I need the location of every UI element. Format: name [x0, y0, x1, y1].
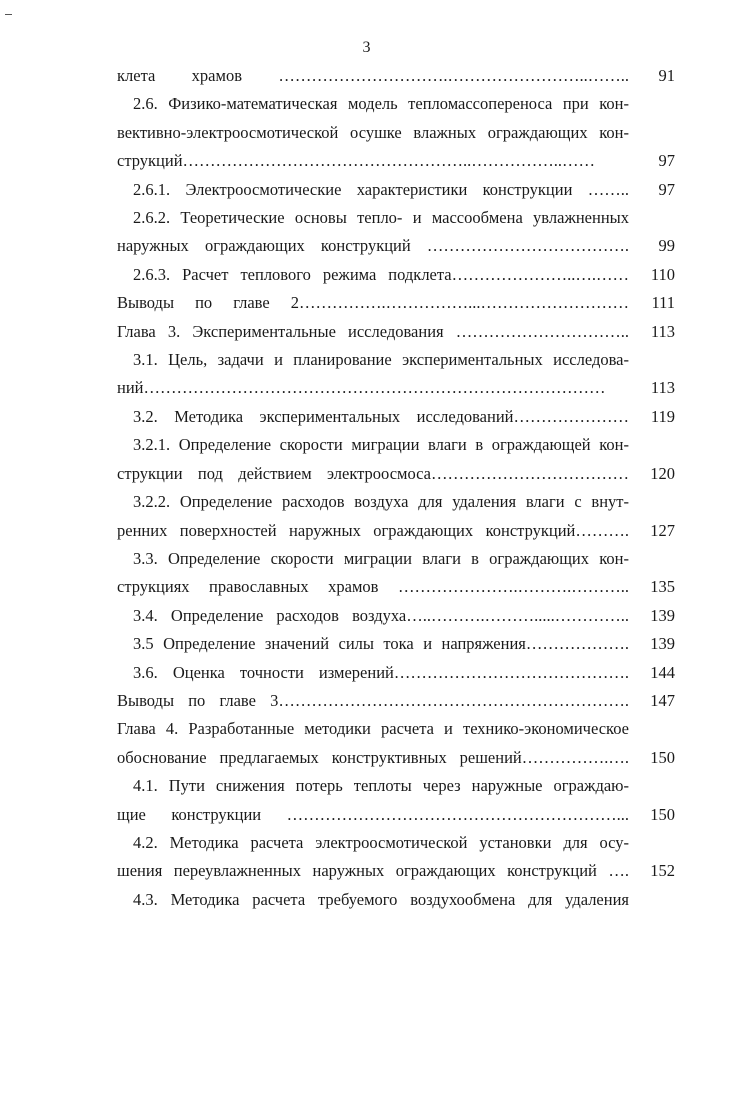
toc-entry-page: 110	[650, 264, 675, 284]
toc-entry-line: ренних поверхностей наружных ограждающих конструкций……….	[117, 520, 629, 540]
toc-entry-title	[117, 431, 629, 488]
toc-entry-line: 3.2. Методика экспериментальных исследований…………………	[133, 406, 629, 426]
toc-entry	[117, 204, 675, 261]
toc-entry-title	[117, 403, 629, 431]
toc-entry	[117, 431, 675, 488]
toc-entry-line: вективно-электроосмотической осушке влажных ограждающих кон-	[117, 122, 629, 142]
toc-entry	[117, 261, 675, 289]
toc-entry-title	[117, 715, 629, 772]
toc-entry-title	[117, 261, 629, 289]
toc-entry	[117, 90, 675, 175]
toc-entry-page: 91	[658, 66, 675, 85]
page-number: 3	[362, 39, 371, 56]
toc-entry-line: щие конструкции ……………………………………………………...	[117, 804, 629, 824]
toc-entry	[117, 176, 675, 204]
toc-entry-page: 97	[658, 179, 675, 199]
toc-entry-line: 3.2.1. Определение скорости миграции влаги в ограждающей кон-	[133, 435, 629, 455]
toc-entry-page: 147	[650, 690, 675, 710]
toc-entry-page: 150	[650, 747, 675, 767]
toc-entry-line: 3.2.2. Определение расходов воздуха для удаления влаги с внут-	[133, 492, 629, 512]
toc-entry-page: 152	[650, 861, 675, 881]
toc-entry-title	[117, 545, 629, 602]
toc-entry-line: струкций……………………………………………..……………..……	[117, 151, 596, 171]
toc-entry-page: 127	[650, 520, 675, 540]
toc-entry-page: 97	[658, 151, 675, 171]
toc-entry	[117, 318, 675, 346]
toc-entry-title	[117, 886, 629, 914]
toc-entry-line: наружных ограждающих конструкций ……………………………….	[117, 236, 629, 256]
toc-entry	[117, 289, 675, 317]
toc-entry-page: 144	[650, 662, 675, 682]
toc-entry-title	[117, 630, 629, 658]
toc-entry	[117, 687, 675, 715]
toc-entry-title	[117, 318, 629, 346]
toc-entry-line: 4.1. Пути снижения потерь теплоты через наружные ограждаю-	[133, 776, 629, 796]
scan-mark	[5, 14, 12, 15]
toc-entry-page: 139	[650, 605, 675, 625]
toc-entry-line: 3.3. Определение скорости миграции влаги в ограждающих кон-	[133, 548, 629, 568]
toc-entry-title	[117, 289, 629, 317]
toc-entry-page: 120	[650, 463, 675, 483]
toc-entry-line: 3.5 Определение значений силы тока и напряжения……………….	[133, 634, 629, 654]
toc-entry	[117, 403, 675, 431]
toc-entry-title	[117, 62, 629, 90]
toc-entry-line: 2.6.3. Расчет теплового режима подклета…………………..….……	[133, 264, 629, 284]
toc-entry-line: Глава 3. Экспериментальные исследования …………………………..	[117, 321, 629, 341]
toc-entry-page: 139	[650, 634, 675, 654]
toc-entry-title	[117, 176, 629, 204]
toc-entry-line: шения переувлажненных наружных ограждающих конструкций ….	[117, 861, 629, 881]
toc-entry-title	[117, 346, 629, 403]
toc-entry	[117, 772, 675, 829]
toc-entry	[117, 829, 675, 886]
toc-entry-line: струкциях православных храмов ………………….……….………..	[117, 577, 629, 597]
toc-entry-line: Глава 4. Разработанные методики расчета и технико-экономическое	[117, 719, 629, 739]
toc-entry-line: клета храмов ………………………….……………………..……..	[117, 66, 629, 85]
toc-entry	[117, 715, 675, 772]
toc-entry-line: Выводы по главе 2…………….……………...………………………	[117, 293, 629, 313]
toc-entry-title	[117, 488, 629, 545]
toc-entry-title	[117, 772, 629, 829]
toc-entry	[117, 545, 675, 602]
toc-entry-page: 113	[650, 321, 675, 341]
toc-entry	[117, 488, 675, 545]
toc-entry	[117, 886, 675, 914]
toc-entry-line: 3.6. Оценка точности измерений…………………………………….	[133, 662, 629, 682]
toc-entry	[117, 62, 675, 90]
toc-entry-line: 2.6.2. Теоретические основы тепло- и массообмена увлажненных	[133, 208, 629, 228]
toc-entry	[117, 346, 675, 403]
toc-entry-title	[117, 602, 629, 630]
toc-entry-page: 113	[650, 378, 675, 398]
toc-entry-title	[117, 829, 629, 886]
toc-entry-page: 135	[650, 577, 675, 597]
toc-entry-page: 111	[651, 293, 675, 313]
toc-entry	[117, 602, 675, 630]
toc-entry-line: струкции под действием электроосмоса………………………………	[117, 463, 629, 483]
toc-entry-page: 99	[658, 236, 675, 256]
toc-entry	[117, 630, 675, 658]
toc-entry-line: 4.3. Методика расчета требуемого воздухообмена для удаления	[133, 889, 629, 909]
toc-entry-line: Выводы по главе 3……………………………………………………….	[117, 690, 629, 710]
toc-entry-title	[117, 90, 629, 175]
toc-entry-line: 3.4. Определение расходов воздуха…..……….……….....…………..	[133, 605, 629, 625]
toc-entry	[117, 659, 675, 687]
toc-entry-title	[117, 659, 629, 687]
toc-entry-title	[117, 204, 629, 261]
toc-entry-line: обоснование предлагаемых конструктивных решений…………….….	[117, 747, 629, 767]
toc-entry-line: ний…………………………………………………………………………	[117, 378, 606, 398]
toc-entry-page: 119	[650, 406, 675, 426]
toc-entry-line: 2.6. Физико-математическая модель тепломассопереноса при кон-	[133, 94, 629, 114]
toc-entry-title	[117, 687, 629, 715]
toc-entry-line: 3.1. Цель, задачи и планирование экспериментальных исследова-	[133, 350, 629, 370]
toc-entry-page: 150	[650, 804, 675, 824]
toc-entry-line: 2.6.1. Электроосмотические характеристики конструкции ……..	[133, 179, 629, 199]
toc-entry-line: 4.2. Методика расчета электроосмотической установки для осу-	[133, 832, 629, 852]
table-of-contents	[117, 62, 675, 914]
